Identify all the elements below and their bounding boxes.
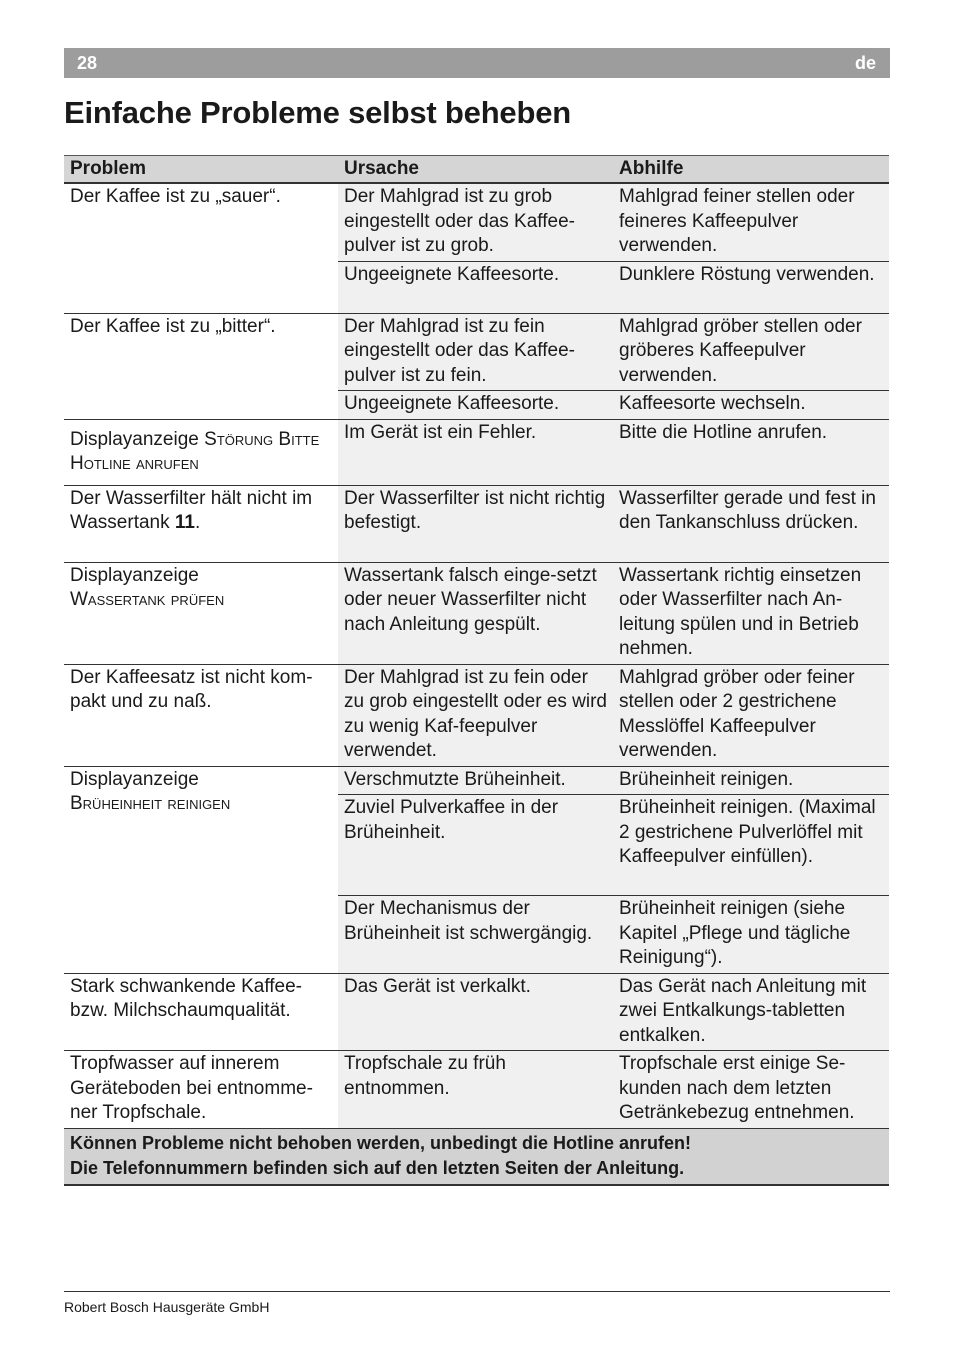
remedy-cell: Dunklere Röstung verwenden. — [613, 261, 889, 313]
table-row — [64, 183, 889, 261]
page-header-bar — [64, 48, 890, 78]
page-number: 28 — [77, 53, 98, 73]
cause-cell: Tropfschale zu früh entnommen. — [338, 1051, 613, 1129]
cause-cell: Ungeeignete Kaffeesorte. — [338, 261, 613, 313]
cause-cell: Ungeeignete Kaffeesorte. — [338, 391, 613, 420]
remedy-cell: Wasserfilter gerade und fest in den Tankanschluss drücken. — [613, 485, 889, 562]
language-code: de — [854, 53, 876, 73]
remedy-cell: Wassertank richtig einsetzen oder Wasserfilter nach An-leitung spülen und in Betrieb nehmen. — [613, 562, 889, 664]
hotline-note-line-2: Die Telefonnummern befinden sich auf den letzten Seiten der Anleitung. — [70, 1157, 685, 1178]
problem-suffix: . — [194, 512, 201, 533]
display-message: Brüheinheit reinigen — [70, 793, 231, 814]
table-row — [64, 1051, 889, 1129]
cause-cell: Der Mahlgrad ist zu fein oder zu grob eingestellt oder es wird zu wenig Kaf-feepulver verwendet. — [338, 664, 613, 766]
table-header-row — [64, 156, 889, 184]
table-row — [64, 313, 889, 391]
problem-cell: Tropfwasser auf innerem Geräteboden bei entnomme-ner Tropfschale. — [64, 1051, 338, 1129]
part-reference-number: 11 — [174, 512, 195, 533]
display-message: Wassertank prüfen — [70, 589, 225, 610]
cause-cell: Der Mahlgrad ist zu grob eingestellt oder das Kaffee-pulver ist zu grob. — [338, 183, 613, 261]
table-row — [64, 485, 889, 562]
company-name: Robert Bosch Hausgeräte GmbH — [64, 1299, 270, 1315]
cause-cell: Wassertank falsch einge-setzt oder neuer Wasserfilter nicht nach Anleitung gespült. — [338, 562, 613, 664]
table-footer-row — [64, 1128, 889, 1185]
problem-cell: Der Kaffeesatz ist nicht kom-pakt und zu naß. — [64, 664, 338, 766]
problem-cell: Der Kaffee ist zu „bitter“. — [64, 313, 338, 419]
column-header-problem: Problem — [64, 156, 338, 184]
remedy-cell: Bitte die Hotline anrufen. — [613, 419, 889, 485]
hotline-note-cell — [64, 1128, 889, 1185]
cause-cell: Verschmutzte Brüheinheit. — [338, 766, 613, 795]
problem-cell: Stark schwankende Kaffee-bzw. Milchschaumqualität. — [64, 973, 338, 1051]
column-header-remedy: Abhilfe — [613, 156, 889, 184]
remedy-cell: Brüheinheit reinigen (siehe Kapitel „Pflege und tägliche Reinigung“). — [613, 896, 889, 974]
troubleshooting-table — [64, 155, 889, 1186]
table-row — [64, 419, 889, 485]
remedy-cell: Mahlgrad gröber oder feiner stellen oder 2 gestrichene Messlöffel Kaffeepulver verwenden. — [613, 664, 889, 766]
remedy-cell: Tropfschale erst einige Se-kunden nach dem letzten Getränkebezug entnehmen. — [613, 1051, 889, 1129]
problem-cell — [64, 562, 338, 664]
cause-cell: Der Mechanismus der Brüheinheit ist schwergängig. — [338, 896, 613, 974]
column-header-cause: Ursache — [338, 156, 613, 184]
footer-divider — [64, 1291, 890, 1292]
remedy-cell: Kaffeesorte wechseln. — [613, 391, 889, 420]
table-row — [64, 562, 889, 664]
cause-cell: Der Wasserfilter ist nicht richtig befestigt. — [338, 485, 613, 562]
hotline-note-line-1: Können Probleme nicht behoben werden, unbedingt die Hotline anrufen! — [70, 1132, 692, 1153]
cause-cell: Zuviel Pulverkaffee in der Brüheinheit. — [338, 795, 613, 896]
problem-cell: Der Kaffee ist zu „sauer“. — [64, 183, 338, 313]
display-prefix: Displayanzeige — [70, 564, 199, 586]
page-title: Einfache Probleme selbst beheben — [64, 95, 571, 130]
cause-cell: Der Mahlgrad ist zu fein eingestellt oder das Kaffee-pulver ist zu fein. — [338, 313, 613, 391]
display-message: Störung Bitte Hotline anrufen — [70, 428, 320, 474]
problem-cell — [64, 419, 338, 485]
display-prefix: Displayanzeige — [70, 768, 199, 790]
remedy-cell: Mahlgrad gröber stellen oder gröberes Kaffeepulver verwenden. — [613, 313, 889, 391]
table-row — [64, 664, 889, 766]
table-row — [64, 766, 889, 795]
remedy-cell: Mahlgrad feiner stellen oder feineres Kaffeepulver verwenden. — [613, 183, 889, 261]
cause-cell: Im Gerät ist ein Fehler. — [338, 419, 613, 485]
remedy-cell: Brüheinheit reinigen. — [613, 766, 889, 795]
remedy-cell: Brüheinheit reinigen. (Maximal 2 gestrichene Pulverlöffel mit Kaffeepulver einfüllen). — [613, 795, 889, 896]
problem-text: Der Wasserfilter hält nicht im Wassertank — [70, 487, 313, 533]
display-prefix: Displayanzeige — [70, 428, 199, 450]
remedy-cell: Das Gerät nach Anleitung mit zwei Entkalkungs-tabletten entkalken. — [613, 973, 889, 1051]
problem-cell — [64, 766, 338, 973]
table-row — [64, 973, 889, 1051]
cause-cell: Das Gerät ist verkalkt. — [338, 973, 613, 1051]
problem-cell — [64, 485, 338, 562]
